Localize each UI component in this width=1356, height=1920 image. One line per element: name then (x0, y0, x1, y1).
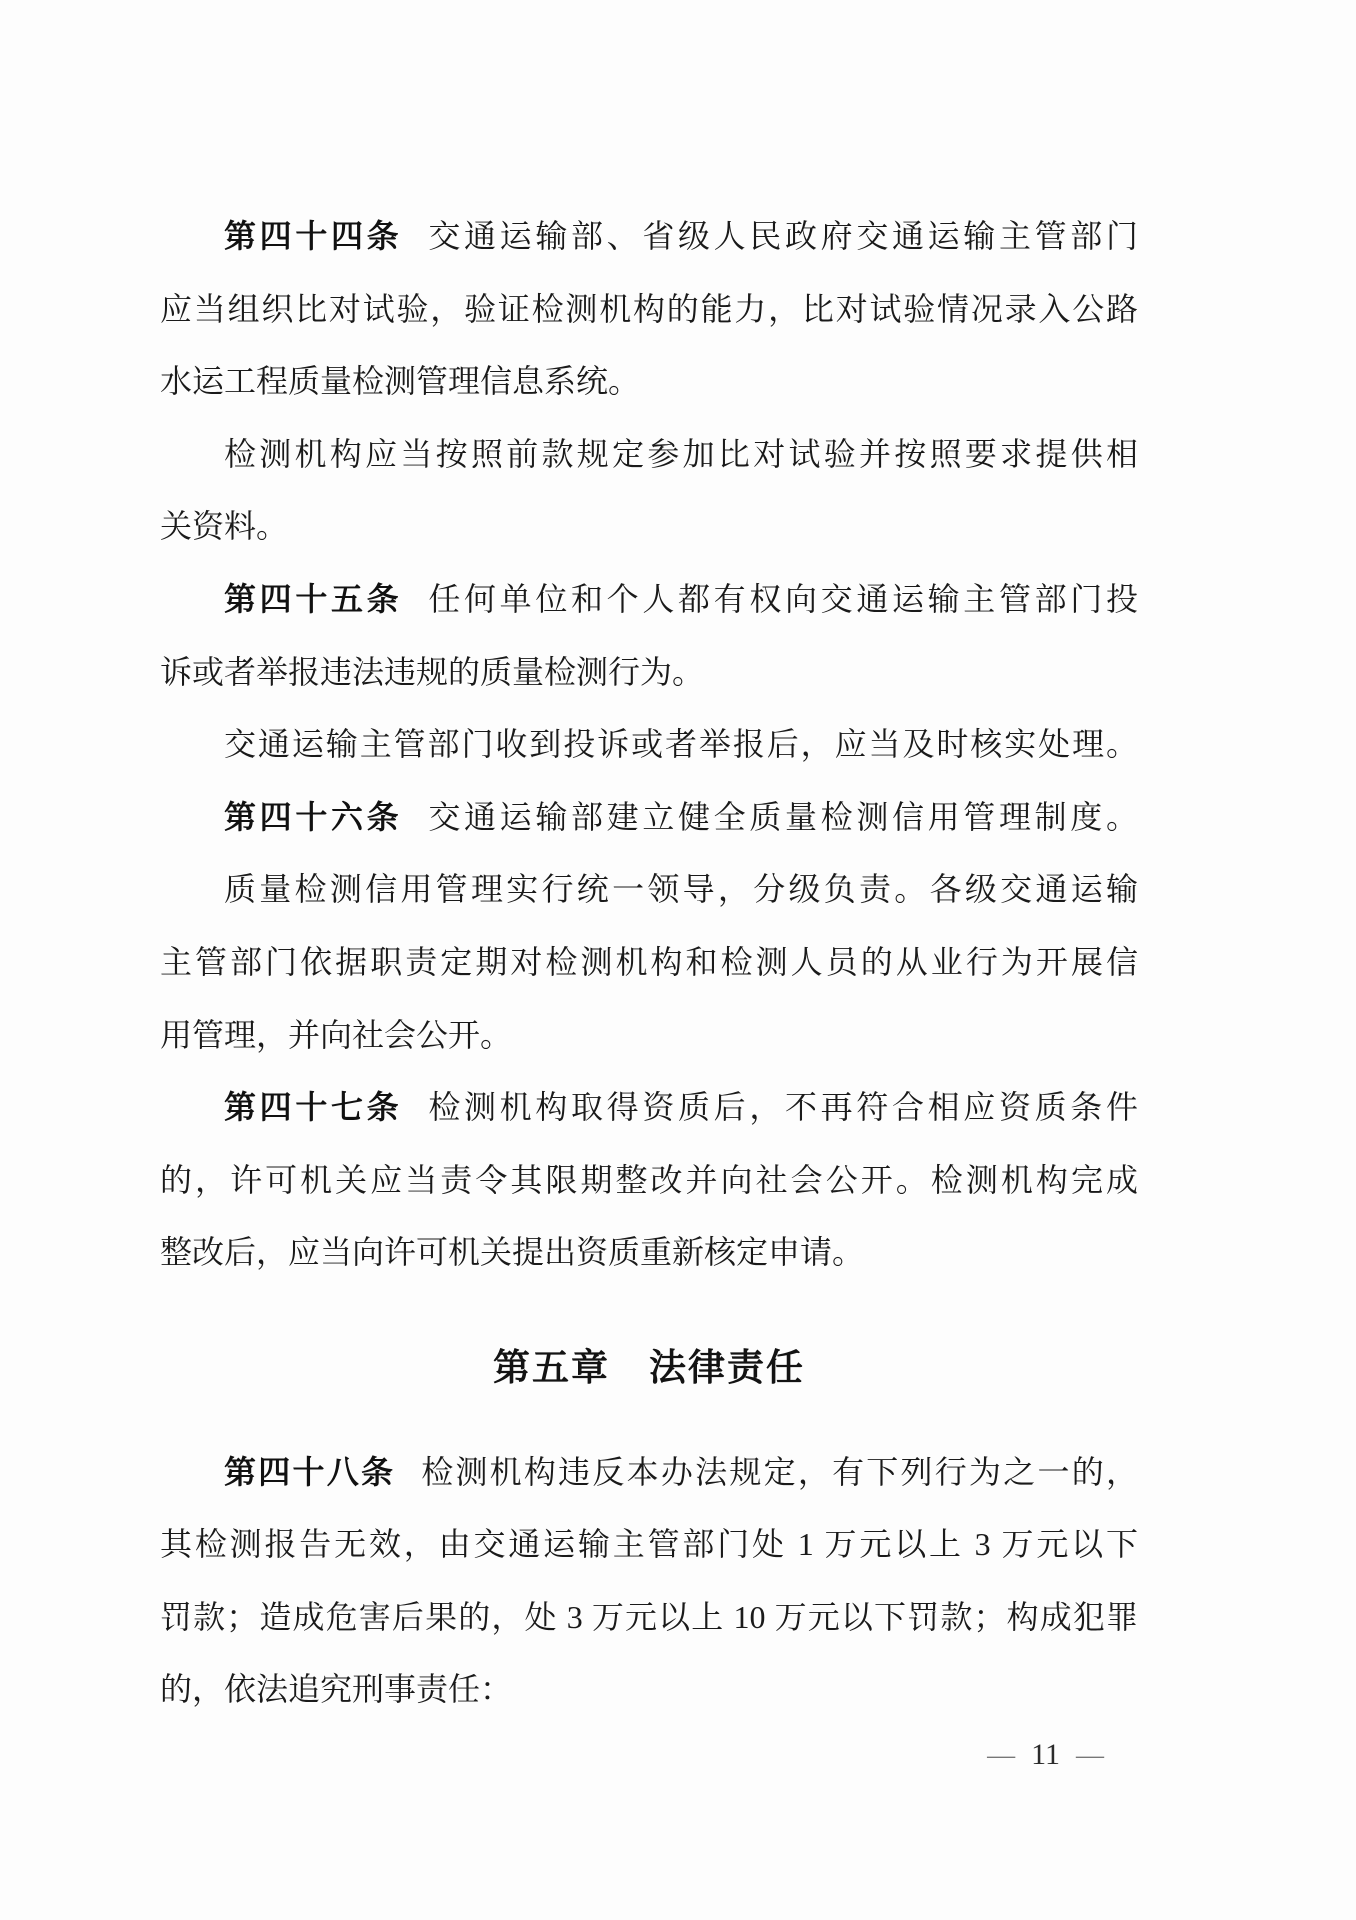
document-body (160, 200, 1138, 1726)
line-text: 整改后，应当向许可机关提出资质重新核定申请。 (160, 1234, 865, 1271)
doc-line (160, 273, 1138, 346)
doc-line (160, 418, 1138, 491)
doc-line (160, 781, 1138, 854)
line-text: 关资料。 (160, 508, 289, 545)
line-text: 用管理，并向社会公开。 (160, 1016, 513, 1053)
article-number: 第四十四条 (224, 218, 403, 254)
chapter-heading: 第五章 法律责任 (493, 1347, 805, 1389)
line-text: 主管部门依据职责定期对检测机构和检测人员的从业行为开展信 (160, 943, 1138, 980)
line-text: 诉或者举报违法违规的质量检测行为。 (160, 653, 705, 690)
line-text: 检测机构取得资质后，不再符合相应资质条件 (428, 1089, 1138, 1126)
line-text: 检测机构违反本办法规定，有下列行为之一的， (421, 1453, 1138, 1490)
doc-line (160, 345, 1138, 418)
doc-line (160, 999, 1138, 1072)
doc-line (160, 490, 1138, 563)
doc-line (160, 636, 1138, 709)
line-text: 水运工程质量检测管理信息系统。 (160, 363, 641, 400)
doc-line (160, 853, 1138, 926)
doc-line (160, 200, 1138, 273)
doc-line (160, 1216, 1138, 1289)
doc-line (160, 1071, 1138, 1144)
line-text: 检测机构应当按照前款规定参加比对试验并按照要求提供相 (224, 435, 1138, 472)
article-number: 第四十六条 (224, 798, 403, 835)
article-number: 第四十五条 (224, 580, 403, 617)
page-number-dash: — (987, 1740, 1016, 1771)
line-text: 应当组织比对试验，验证检测机构的能力，比对试验情况录入公路 (160, 290, 1138, 327)
line-text: 交通运输部、省级人民政府交通运输主管部门 (428, 218, 1138, 254)
doc-line (160, 1581, 1138, 1654)
line-text: 质量检测信用管理实行统一领导，分级负责。各级交通运输 (224, 871, 1138, 908)
article-number: 第四十七条 (224, 1089, 403, 1126)
page-number-dash: — (1076, 1740, 1104, 1771)
article-number: 第四十八条 (224, 1453, 396, 1490)
doc-line (160, 1144, 1138, 1217)
line-text: 的，许可机关应当责令其限期整改并向社会公开。检测机构完成 (160, 1161, 1138, 1198)
line-text: 其检测报告无效，由交通运输主管部门处 1 万元以上 3 万元以下 (160, 1526, 1138, 1563)
line-text: 罚款；造成危害后果的，处 3 万元以上 10 万元以下罚款；构成犯罪 (160, 1598, 1138, 1635)
page-number-value: 11 (1031, 1738, 1060, 1771)
line-text: 交通运输部建立健全质量检测信用管理制度。 (428, 798, 1138, 835)
doc-line (160, 1436, 1138, 1509)
doc-line (160, 1653, 1138, 1726)
doc-line (160, 926, 1138, 999)
doc-line (160, 1508, 1138, 1581)
doc-line (160, 563, 1138, 636)
doc-line (160, 708, 1138, 781)
line-text: 任何单位和个人都有权向交通运输主管部门投 (428, 580, 1138, 617)
line-text: 的，依法追究刑事责任： (160, 1671, 513, 1708)
page-number (971, 1734, 1120, 1776)
line-text: 交通运输主管部门收到投诉或者举报后，应当及时核实处理。 (224, 726, 1138, 763)
